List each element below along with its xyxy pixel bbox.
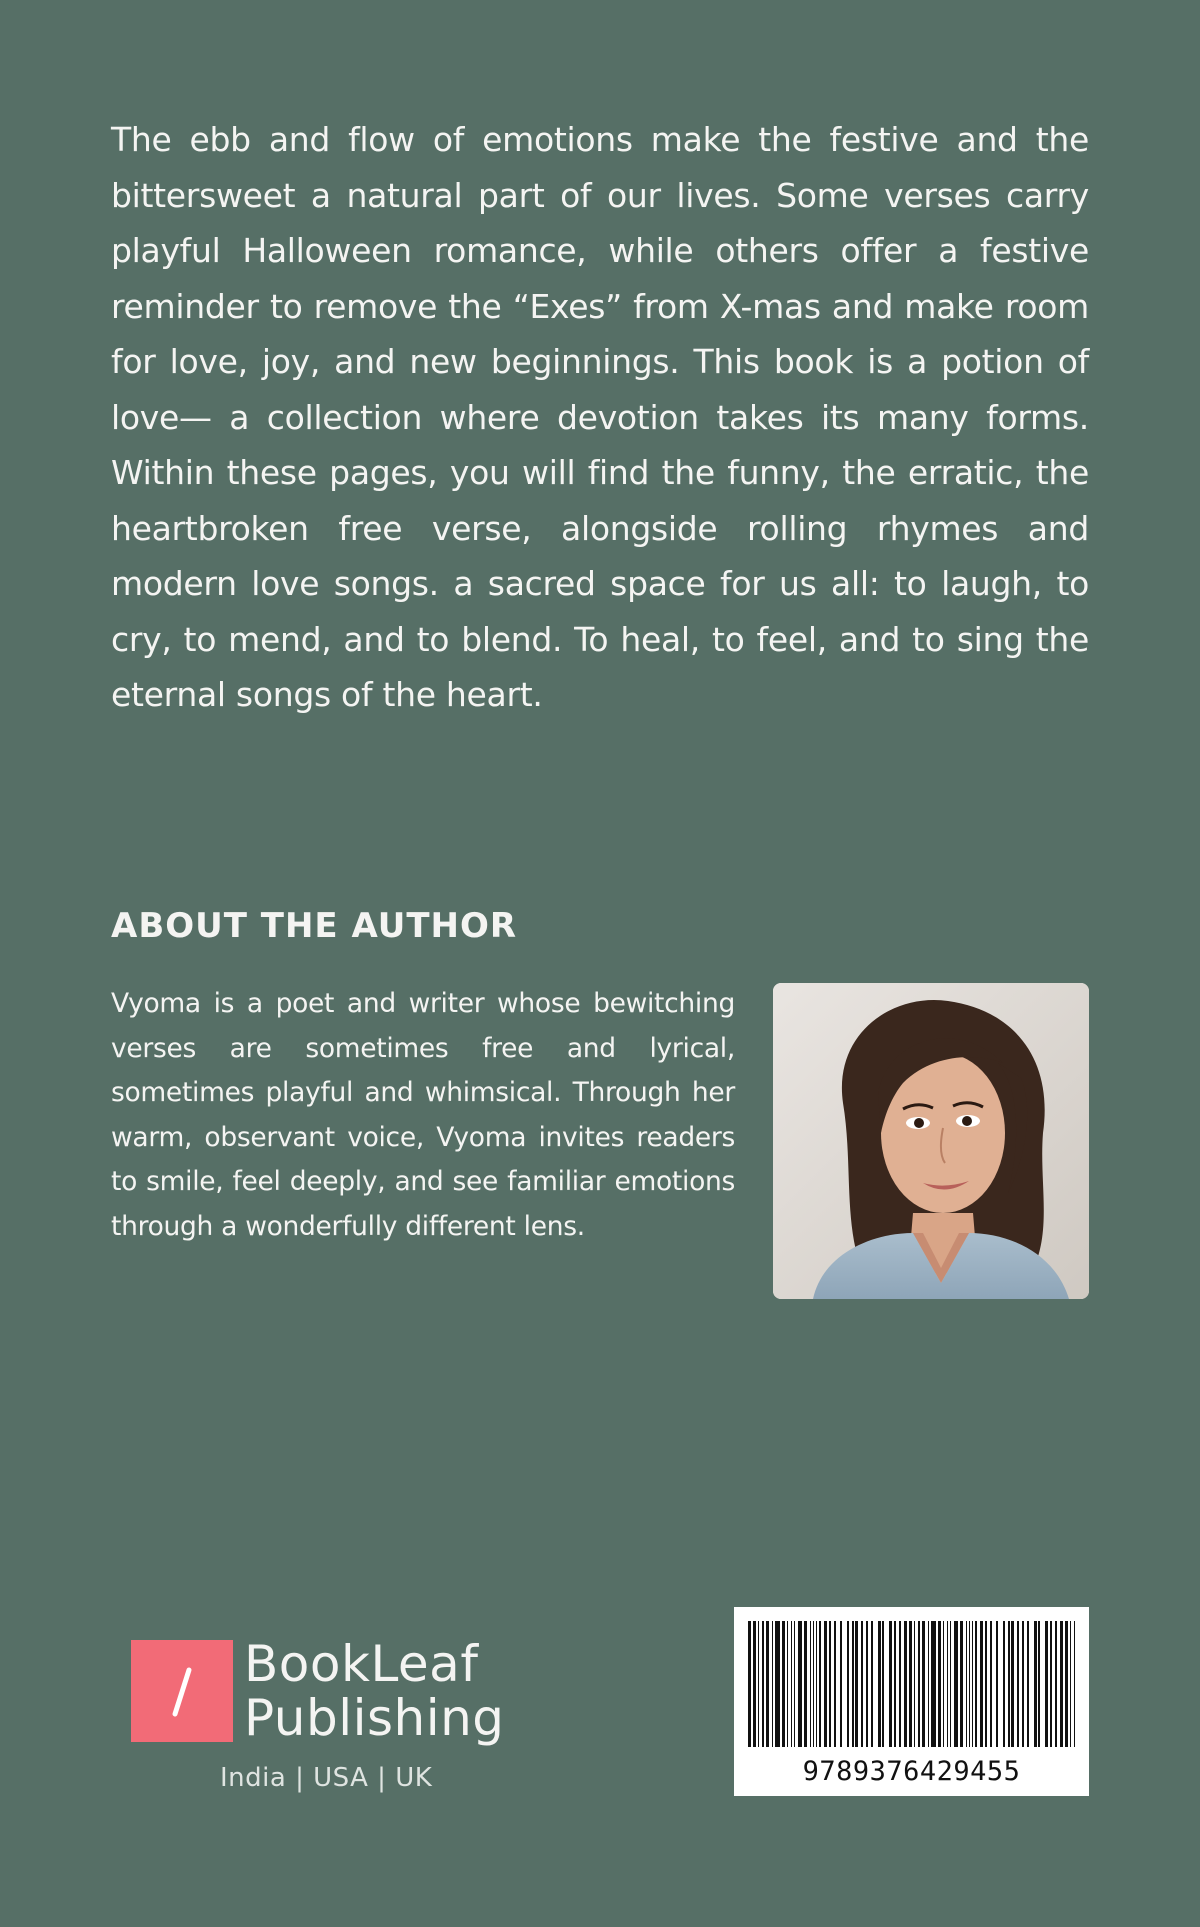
barcode-bar <box>960 1621 963 1747</box>
barcode-bar <box>813 1621 814 1747</box>
publisher-regions: India | USA | UK <box>220 1763 433 1793</box>
barcode-bar <box>840 1621 842 1747</box>
barcode-bar <box>1074 1621 1075 1747</box>
barcode-bar <box>1022 1621 1024 1747</box>
barcode-bar <box>782 1621 785 1747</box>
barcode-bar <box>928 1621 929 1747</box>
barcode-bar <box>1003 1621 1005 1747</box>
barcode-bar <box>947 1621 948 1747</box>
barcode-bar <box>861 1621 863 1747</box>
barcode-bar <box>772 1621 773 1747</box>
barcode-bar <box>1027 1621 1029 1747</box>
barcode-bar <box>794 1621 795 1747</box>
barcode-bar <box>972 1621 973 1747</box>
barcode-bar <box>753 1621 756 1747</box>
about-author-heading: ABOUT THE AUTHOR <box>111 906 518 946</box>
barcode-bar <box>1008 1621 1010 1747</box>
barcode-bar <box>950 1621 951 1747</box>
barcode-bar <box>847 1621 849 1747</box>
barcode-bar <box>1038 1621 1040 1747</box>
barcode-bar <box>766 1621 769 1747</box>
barcode-bar <box>1070 1621 1071 1747</box>
author-bio: Vyoma is a poet and writer whose bewitching verses are sometimes free and lyrical, sometimes playful and whimsical. Through her warm, observant voice, Vyoma invites readers to smile, feel deeply, and see familiar emotions through a wonderfully different lens. <box>111 988 735 1242</box>
barcode-bar <box>1060 1621 1063 1747</box>
barcode-bar <box>748 1621 751 1747</box>
barcode-bar <box>791 1621 792 1747</box>
barcode-bar <box>990 1621 992 1747</box>
barcode-bar <box>966 1621 967 1747</box>
barcode-bar <box>871 1621 873 1747</box>
barcode-bar <box>889 1621 892 1747</box>
barcode-bar <box>824 1621 827 1747</box>
barcode-bar <box>922 1621 925 1747</box>
barcode-bar <box>829 1621 831 1747</box>
barcode-bar <box>834 1621 836 1747</box>
barcode-bar <box>762 1621 764 1747</box>
barcode-bar <box>810 1621 811 1747</box>
publisher-name-line2: Publishing <box>244 1689 505 1747</box>
barcode-bar <box>1065 1621 1068 1747</box>
barcode-bar <box>980 1621 983 1747</box>
barcode-bar <box>914 1621 915 1747</box>
barcode-bar <box>918 1621 920 1747</box>
barcode-bar <box>969 1621 970 1747</box>
publisher-name <box>244 1637 505 1745</box>
barcode-bar <box>1050 1621 1052 1747</box>
barcode-bar <box>758 1621 759 1747</box>
isbn-number: 9789376429455 <box>802 1756 1021 1787</box>
barcode-bar <box>938 1621 941 1747</box>
barcode-bar <box>899 1621 901 1747</box>
publisher-name-line1: BookLeaf <box>244 1635 479 1693</box>
author-photo <box>773 983 1089 1299</box>
barcode-bar <box>1034 1621 1037 1747</box>
barcode-bar <box>904 1621 907 1747</box>
barcode-bar <box>996 1621 998 1747</box>
barcode-bar <box>878 1621 881 1747</box>
barcode-bar <box>1011 1621 1014 1747</box>
barcode-bar <box>1017 1621 1019 1747</box>
barcode-bar <box>985 1621 987 1747</box>
barcode-bar <box>1045 1621 1048 1747</box>
barcode-bar <box>943 1621 944 1747</box>
barcode-bar <box>816 1621 817 1747</box>
barcode-bar <box>798 1621 802 1747</box>
barcode-bar <box>954 1621 958 1747</box>
barcode-bar <box>787 1621 788 1747</box>
barcode-bar <box>775 1621 780 1747</box>
book-blurb: The ebb and flow of emotions make the festive and the bittersweet a natural part of our lives. Some verses carry playful Halloween romance, while others offer a festive reminder to remove the “Exes” from X-mas and make room for love, joy, and new beginnings. This book is a potion of love— a collection where devotion takes its many forms. Within these pages, you will find the funny, the erratic, the heartbroken free verse, alongside rolling rhymes and modern love songs. a sacred space for us all: to laugh, to cry, to mend, and to blend. To heal, to feel, and to sing the eternal songs of the heart. <box>111 120 1089 714</box>
barcode-bar <box>819 1621 821 1747</box>
barcode-bar <box>852 1621 854 1747</box>
barcode-bar <box>882 1621 884 1747</box>
barcode-bar <box>909 1621 912 1747</box>
slash-logo-icon <box>131 1640 233 1742</box>
barcode-bar <box>894 1621 896 1747</box>
barcode-bar <box>975 1621 977 1747</box>
publisher-logo <box>131 1637 531 1797</box>
isbn-barcode <box>734 1607 1089 1796</box>
barcode-bar <box>866 1621 868 1747</box>
barcode-bar <box>1055 1621 1057 1747</box>
barcode-bar <box>804 1621 807 1747</box>
barcode-bars-icon <box>734 1607 1089 1757</box>
barcode-bar <box>931 1621 936 1747</box>
barcode-bar <box>855 1621 858 1747</box>
